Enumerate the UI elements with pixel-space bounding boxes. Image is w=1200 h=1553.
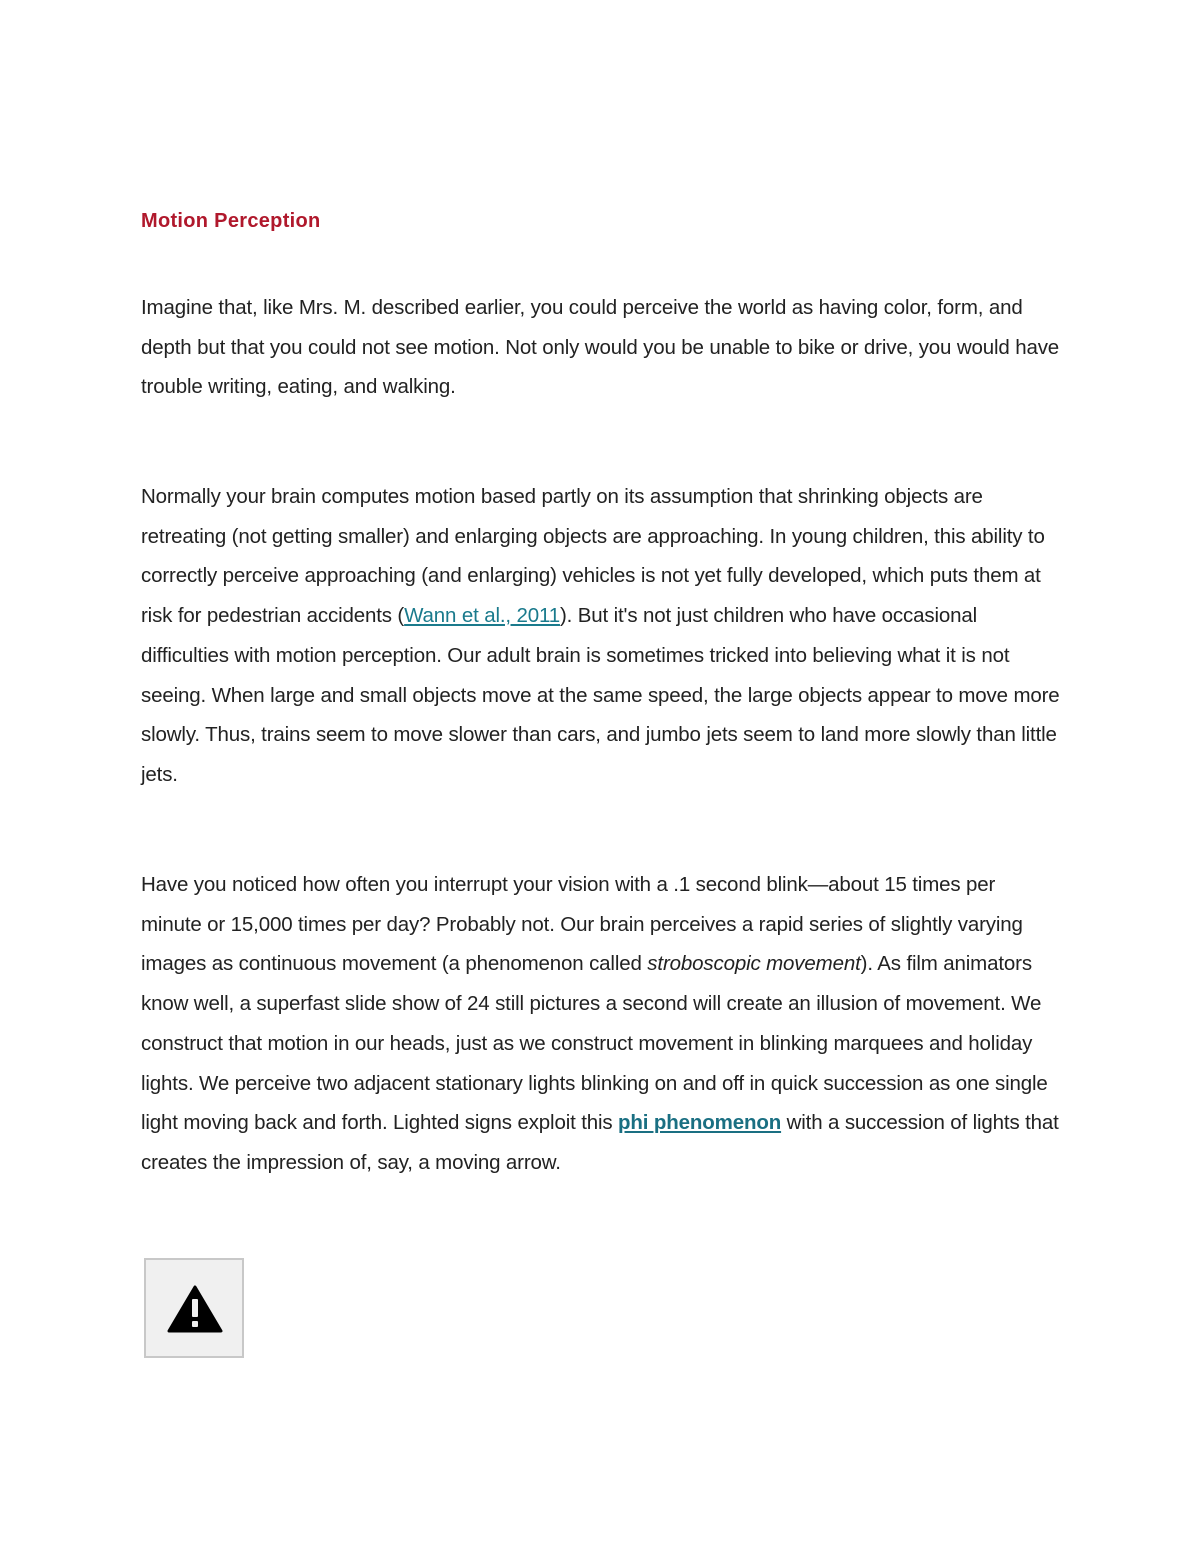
paragraph-motion-computation (141, 477, 1061, 795)
paragraph-intro: Imagine that, like Mrs. M. described earlier, you could perceive the world as having color, form, and depth but that you could not see motion. Not only would you be unable to bike or drive, you would have trouble writing, eating, and walking. (141, 296, 1060, 399)
paragraph-text: with a succession of lights that creates the impression of, say, a moving arrow. (141, 1111, 1059, 1174)
glossary-term-link[interactable]: phi phenomenon (618, 1111, 782, 1135)
italic-term: stroboscopic movement (647, 952, 861, 976)
paragraph-stroboscopic (141, 865, 1061, 1183)
broken-image-placeholder (144, 1258, 244, 1358)
citation-link[interactable]: Wann et al., 2011 (404, 604, 560, 628)
section-heading: Motion Perception (141, 210, 321, 232)
paragraph-text: ). As film animators know well, a superfast slide show of 24 still pictures a second will create an illusion of movement. We construct that motion in our heads, just as we construct movement in blinking marquees and holiday lights. We perceive two adjacent stationary lights blinking on and off in quick succession as one single light moving back and forth. Lighted signs exploit this (141, 952, 1048, 1135)
paragraph-text: Normally your brain computes motion based partly on its assumption that shrinking objects are retreating (not getting smaller) and enlarging objects are approaching. In young children, this ability to correctly perceive approaching (and enlarging) vehicles is not yet fully developed, which puts them at risk for pedestrian accidents ( (141, 485, 1045, 628)
paragraph-text: ). But it's not just children who have occasional difficulties with motion perception. Our adult brain is sometimes tricked into believing what it is not seeing. When large and small objects move at the same speed, the large objects appear to move more slowly. Thus, trains seem to move slower than cars, and jumbo jets seem to land more slowly than little jets. (141, 604, 1060, 786)
paragraph-text: Have you noticed how often you interrupt your vision with a .1 second blink—about 15 times per minute or 15,000 times per day? Probably not. Our brain perceives a rapid series of slightly varying images as continuous movement (a phenomenon called (141, 873, 1023, 976)
warning-icon (167, 1285, 223, 1333)
